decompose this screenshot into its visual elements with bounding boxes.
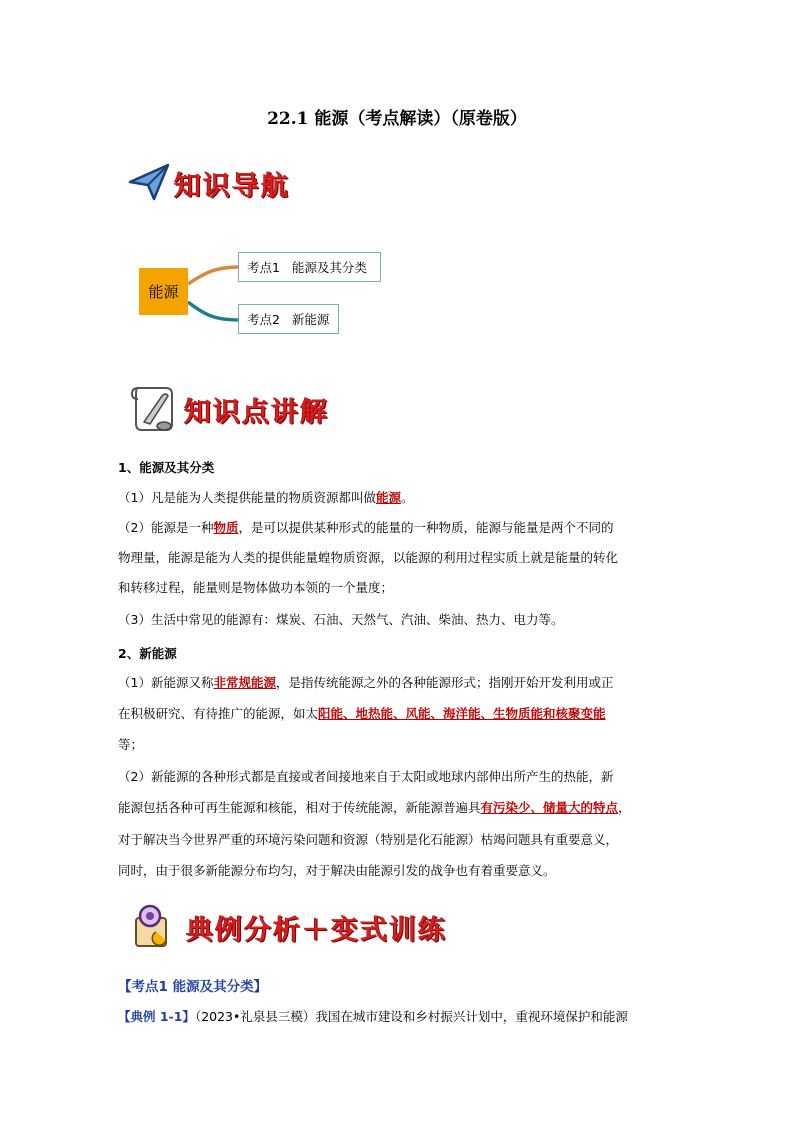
mindmap-branches — [186, 258, 242, 330]
paragraph-line: （2）新能源的各种形式都是直接或者间接地来自于太阳或地球内部伸出所产生的热能，新 — [118, 769, 614, 784]
paragraph-line — [118, 800, 678, 816]
text-run: ，是指传统能源之外的各种能源形式；指刚开始开发利用或正 — [275, 675, 614, 690]
paragraph-line: 和转移过程，能量则是物体做功本领的一个量度； — [118, 580, 394, 595]
text-run: 。 — [400, 490, 414, 505]
paragraph-line — [118, 675, 678, 691]
text-run: （1）凡是能为人类提供能量的物质资源都叫做 — [118, 490, 376, 505]
paragraph-line: 等； — [118, 737, 144, 752]
kaodian-heading: 【考点1 能源及其分类】 — [118, 979, 268, 995]
mindmap-node-1: 考点1 能源及其分类 — [238, 252, 381, 282]
banner-knowledge-explanation: 知识点讲解 — [184, 397, 329, 428]
section-heading-2: 2、新能源 — [118, 646, 177, 661]
text-run: （1）新能源又称 — [118, 675, 214, 690]
highlight-text: 能源 — [375, 490, 401, 505]
text-run: 能源包括各种可再生能源和核能，相对于传统能源，新能源普遍具 — [118, 800, 481, 815]
text-run: ， — [618, 800, 631, 815]
highlight-text: 非常规能源 — [213, 675, 276, 690]
section-heading-1: 1、能源及其分类 — [118, 460, 215, 475]
text-run: ，是可以提供某种形式的能量的一种物质，能源与能量是两个不同的 — [238, 520, 614, 535]
banner-examples-training: 典例分析＋变式训练 — [186, 915, 447, 946]
paragraph-line: 物理量，能源是能为人类的提供能量蝗物质资源，以能源的利用过程实质上就是能量的转化 — [118, 550, 619, 565]
example-label: 【典例 1-1】 — [118, 1009, 195, 1024]
banner-knowledge-navigation: 知识导航 — [174, 171, 290, 202]
example-text: （2023•礼泉县三模）我国在城市建设和乡村振兴计划中，重视环境保护和能源 — [194, 1009, 628, 1024]
highlight-text: 有污染少、储量大的特点 — [480, 800, 619, 815]
paragraph-line — [118, 520, 678, 536]
text-run: 在积极研究、有待推广的能源，如太 — [118, 706, 319, 721]
paragraph-line — [118, 706, 678, 722]
text-run: （2）能源是一种 — [118, 520, 214, 535]
paragraph-line: 对于解决当今世界严重的环境污染问题和资源（特别是化石能源）枯竭问题具有重要意义， — [118, 832, 619, 847]
scroll-quill-icon — [130, 382, 178, 434]
mindmap-root: 能源 — [139, 268, 188, 315]
magnifier-book-icon — [130, 900, 180, 950]
paper-plane-icon — [128, 162, 172, 202]
paragraph-line: （3）生活中常见的能源有：煤炭、石油、天然气、汽油、柴油、热力、电力等。 — [118, 612, 564, 627]
page-title: 22.1 能源（考点解读）（原卷版） — [267, 109, 527, 129]
highlight-text: 物质 — [213, 520, 239, 535]
paragraph — [118, 490, 678, 506]
mindmap-node-2: 考点2 新能源 — [238, 304, 339, 334]
paragraph-line: 同时，由于很多新能源分布均匀，对于解决由能源引发的战争也有着重要意义。 — [118, 863, 556, 878]
highlight-text: 阳能、地热能、风能、海洋能、生物质能和核聚变能 — [318, 706, 606, 721]
example-line — [118, 1009, 698, 1025]
